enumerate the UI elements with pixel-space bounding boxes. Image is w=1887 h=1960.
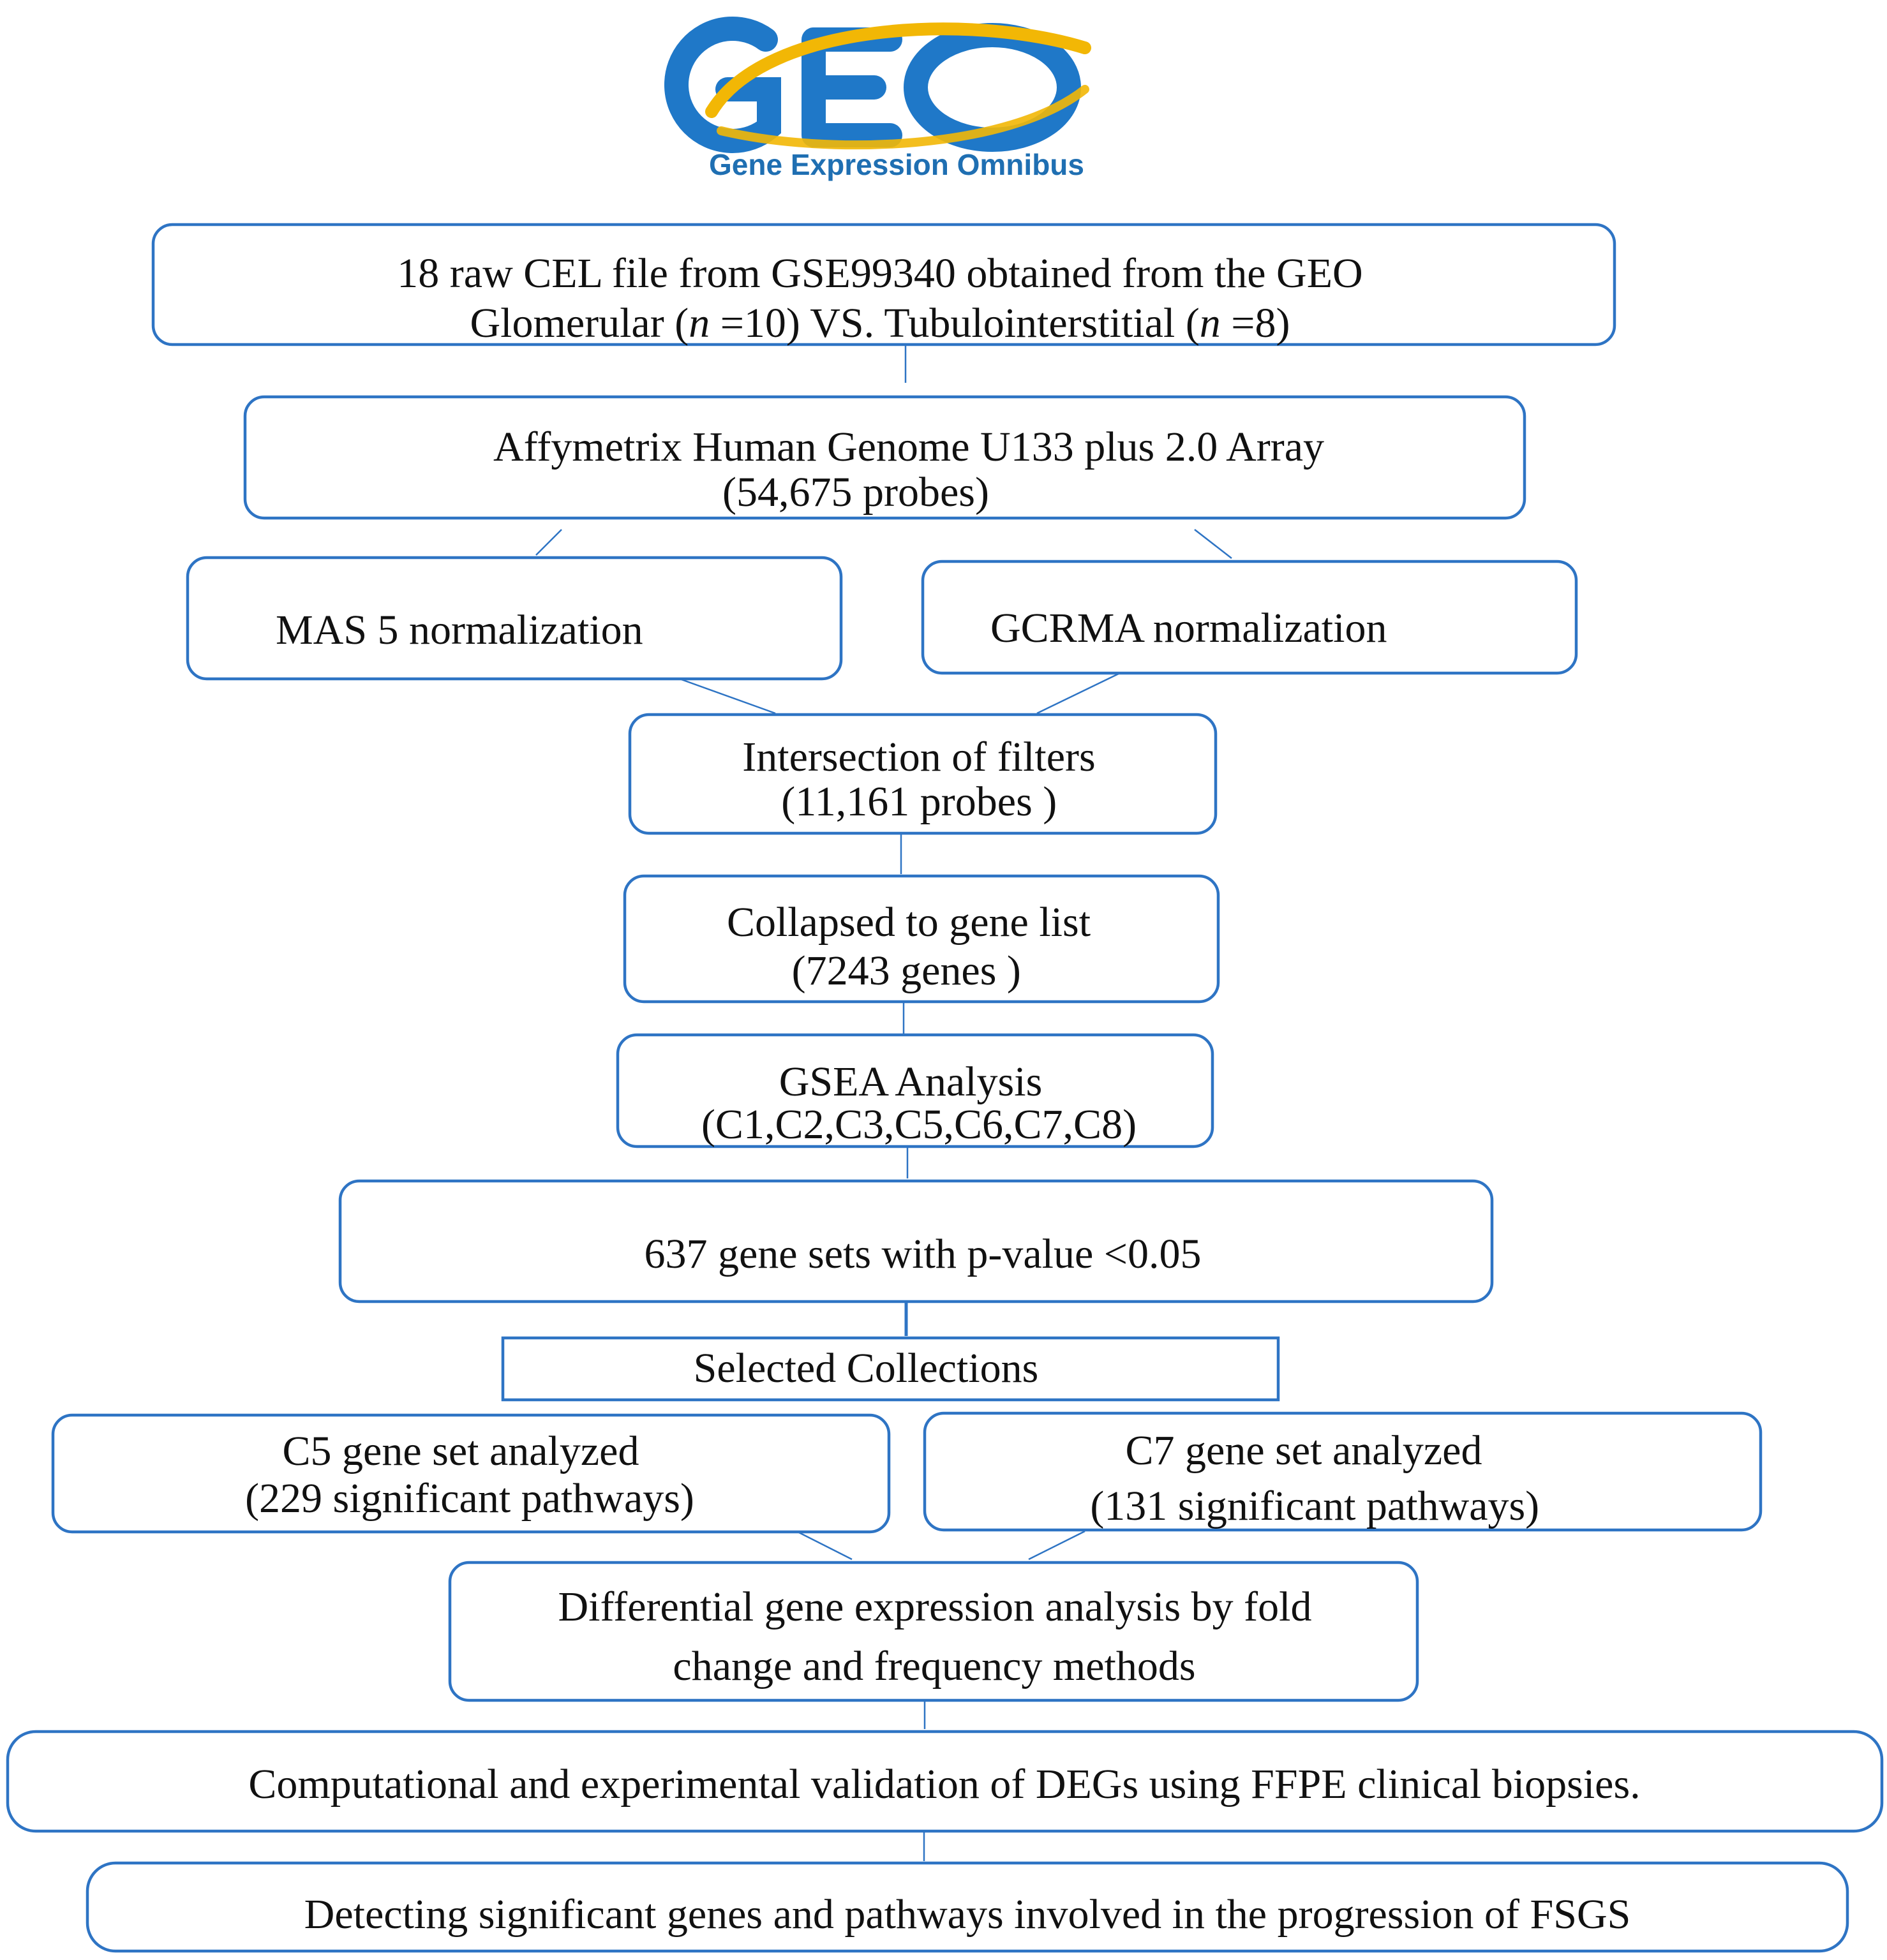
connector-array-to-mas5 <box>536 530 562 555</box>
node-text-validation <box>248 1761 1640 1808</box>
box-text-line: 637 gene sets with p-value <0.05 <box>644 1231 1202 1277</box>
box-text-line: Collapsed to gene list <box>726 899 1091 946</box>
connector-gcrma-to-intersection <box>1037 673 1120 713</box>
box-text-line: change and frequency methods <box>673 1643 1196 1689</box>
box-text-line: 18 raw CEL file from GSE99340 obtained from the GEO <box>397 250 1363 297</box>
box-text-line: Glomerular (n =10) VS. Tubulointerstitial (n =8) <box>470 300 1290 346</box>
node-text-selected <box>694 1345 1039 1392</box>
box-text-line: Differential gene expression analysis by fold <box>558 1584 1312 1630</box>
node-text-c5 <box>245 1428 694 1522</box>
box-text-line: (131 significant pathways) <box>1079 1483 1540 1529</box>
box-text-line: (7243 genes ) <box>781 947 1021 994</box>
connector-c5-to-differential <box>799 1533 852 1559</box>
box-text-line: Detecting significant genes and pathways involved in the progression of FSGS <box>304 1891 1631 1938</box>
connector-mas5-to-intersection <box>680 679 775 713</box>
box-text-line: C7 gene set analyzed <box>1125 1427 1482 1474</box>
box-text-line: Intersection of filters <box>742 734 1096 780</box>
geo-logo-mark <box>676 29 1085 145</box>
box-text-line: Computational and experimental validation of DEGs using FFPE clinical biopsies. <box>248 1761 1641 1808</box>
connector-c7-to-differential <box>1029 1531 1085 1559</box>
geo-logo <box>676 29 1085 181</box>
node-text-mas5 <box>276 607 643 653</box>
box-text-line: (C1,C2,C3,C5,C6,C7,C8) <box>701 1101 1137 1148</box>
box-text-line: MAS 5 normalization <box>276 607 643 653</box>
box-text-line: Selected Collections <box>693 1345 1039 1392</box>
node-text-gcrma <box>990 605 1387 651</box>
node-text-detecting <box>304 1891 1631 1938</box>
node-text-gene-sets <box>644 1231 1201 1277</box>
node-text-intersection <box>742 734 1095 825</box>
box-text-line: GSEA Analysis <box>779 1058 1043 1105</box>
box-text-line: GCRMA normalization <box>990 605 1387 651</box>
geo-logo-subtitle: Gene Expression Omnibus <box>709 148 1084 181</box>
box-text-line: (54,675 probes) <box>722 469 989 516</box>
box-text-line: Affymetrix Human Genome U133 plus 2.0 Array <box>493 424 1325 470</box>
box-text-line: C5 gene set analyzed <box>282 1428 639 1474</box>
box-text-line: (229 significant pathways) <box>245 1475 694 1522</box>
box-text-line: (11,161 probes ) <box>770 778 1057 825</box>
connector-array-to-gcrma <box>1195 530 1232 558</box>
